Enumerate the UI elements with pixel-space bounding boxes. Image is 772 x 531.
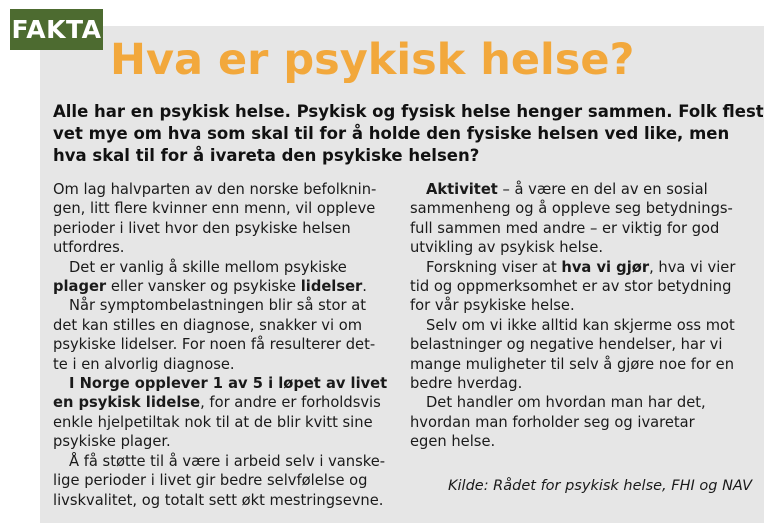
text-line [53, 393, 393, 412]
text-line: hvordan man forholder seg og ivaretar [410, 413, 695, 431]
text-span: eller vansker og psykiske [106, 278, 301, 296]
lead-paragraph: Alle har en psykisk helse. Psykisk og fysisk helse henger sammen. Folk flest vet mye om hva som skal til for å holde den fysiske helsen ved like, men hva skal til for å ivareta den psykiske helsen? [53, 102, 764, 165]
left-paragraph-3 [53, 296, 393, 374]
text-span: – å være en del av en sosial [497, 181, 708, 198]
text-line: full sammen med andre – er viktig for god [410, 219, 720, 237]
text-line: utfordres. [53, 239, 125, 257]
text-line: for vår psykiske helse. [410, 297, 575, 315]
text-span: , hva vi vier [649, 258, 736, 276]
bold-statistic-line: I Norge opplever 1 av 5 i løpet av livet [69, 375, 388, 393]
page-title: Hva er psykisk helse? [110, 35, 635, 85]
left-column [53, 180, 393, 510]
text-span: . [362, 278, 367, 296]
bold-term-psykisk-lidelse: en psykisk lidelse [53, 394, 201, 412]
bold-term-hva-vi-gjor: hva vi gjør [561, 258, 650, 276]
text-line: mange muligheter til selv å gjøre noe for en [410, 355, 734, 373]
text-line: det kan stilles en diagnose, snakker vi om [53, 316, 363, 334]
text-line: gen, litt flere kvinner enn menn, vil oppleve [53, 200, 376, 218]
text-line: te i en alvorlig diagnose. [53, 355, 235, 373]
source-credit: Kilde: Rådet for psykisk helse, FHI og NAV [448, 478, 753, 494]
left-paragraph-1 [53, 180, 393, 258]
text-line: enkle hjelpetiltak nok til at de blir kvitt sine [53, 413, 373, 431]
left-paragraph-5 [53, 452, 393, 510]
text-line: bedre hverdag. [410, 375, 523, 393]
text-span: , for andre er forholdsvis [200, 394, 381, 412]
right-paragraph-2 [410, 258, 760, 316]
text-line: Det er vanlig å skille mellom psykiske [69, 258, 347, 276]
text-line: Å få støtte til å være i arbeid selv i vanske- [69, 452, 386, 470]
text-line [410, 180, 760, 199]
text-line: psykiske plager. [53, 433, 171, 451]
text-line: lige perioder i livet gir bedre selvfølelse og [53, 472, 368, 490]
right-column [410, 180, 760, 452]
text-line: Når symptombelastningen blir så stor at [69, 297, 366, 315]
bold-term-lidelser: lidelser [300, 278, 363, 296]
fakta-tag: FAKTA [10, 9, 103, 50]
right-paragraph-1 [410, 180, 760, 258]
text-line: utvikling av psykisk helse. [410, 239, 604, 257]
text-line: belastninger og negative hendelser, har vi [410, 336, 723, 354]
text-line: psykiske lidelser. For noen få resulterer det- [53, 336, 376, 354]
text-span: Forskning viser at [426, 258, 562, 276]
text-line: egen helse. [410, 433, 496, 451]
text-line: perioder i livet hvor den psykiske helsen [53, 219, 351, 237]
left-paragraph-4 [53, 374, 393, 452]
text-line: Det handler om hvordan man har det, [426, 394, 706, 412]
text-line: Om lag halvparten av den norske befolknin- [53, 181, 377, 198]
text-line: livskvalitet, og totalt sett økt mestringsevne. [53, 491, 384, 509]
left-paragraph-2 [53, 258, 393, 297]
right-paragraph-3 [410, 316, 760, 394]
bold-term-plager: plager [53, 278, 107, 296]
bold-term-aktivitet: Aktivitet [426, 181, 498, 198]
text-line: Selv om vi ikke alltid kan skjerme oss mot [426, 316, 735, 334]
text-line [410, 258, 760, 277]
right-paragraph-4 [410, 393, 760, 451]
text-line: sammenheng og å oppleve seg betydnings- [410, 200, 733, 218]
text-line: tid og oppmerksomhet er av stor betydning [410, 278, 732, 296]
text-line [53, 277, 393, 296]
